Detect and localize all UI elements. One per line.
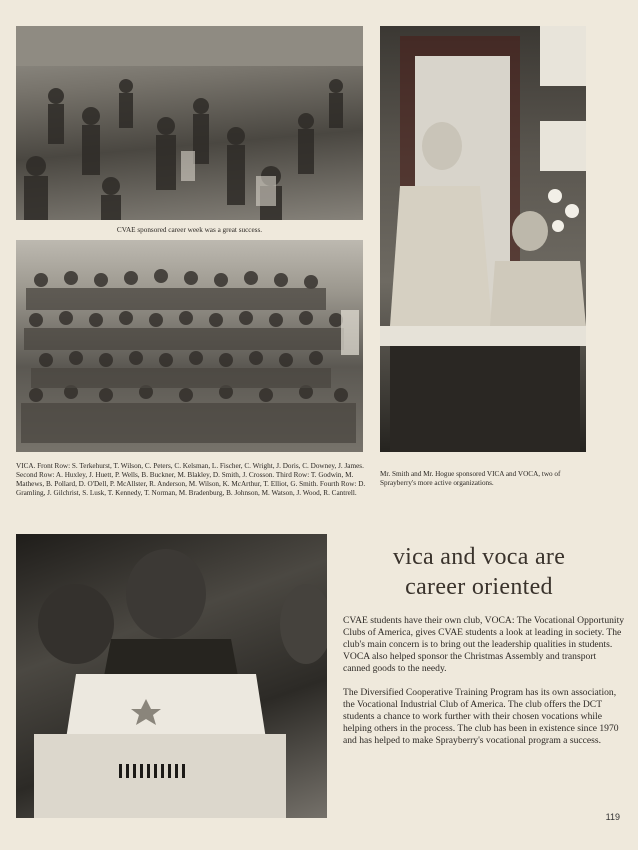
article-paragraph-1: CVAE students have their own club, VOCA: The Vocational Opportunity Clubs of America, gives CVAE students a look at leading in society. The club's main concern is to bring out the leadership qualities in students. VOCA also helped sponsor the Christmas Assembly and transport canned goods to the needy. (343, 615, 625, 674)
advisors-caption: Mr. Smith and Mr. Hogue sponsored VICA and VOCA, two of Sprayberry's more active organizations. (380, 470, 561, 487)
career-week-photo (16, 26, 363, 220)
advisors-photo (380, 26, 586, 452)
students-box-photo (16, 534, 327, 818)
page-number: 119 (605, 812, 620, 822)
headline-line-1: vica and voca are (392, 544, 566, 570)
vica-group-figures (16, 240, 363, 452)
vica-group-caption: VICA. Front Row: S. Terkehurst, T. Wilson, C. Peters, C. Kelsman, L. Fischer, C. Wright, J. Doris, C. Downey, J. James. Second Row: A. Huxley, J. Huett, P. Wells, B. Buckner, M. Blakley, D. Smith, J. Crosson. Third Row: T. Godwin, M. Mathews, B. Pollard, D. O'Dell, P. McAllster, R. Anderson, M. Wilson, K. McArthur, T. Elliot, G. Smith. Fourth Row: D. Gramling, J. Gilchrist, S. Lusk, T. Kennedy, T. Norman, M. Bradenburg, B. Johnson, M. Watson, J. Wood, R. Cantrell. (16, 462, 366, 497)
article-headline (340, 542, 618, 602)
headline-line-2: career oriented (405, 574, 553, 600)
advisors-figures (380, 26, 586, 452)
students-box-figures (16, 534, 327, 818)
article-paragraph-2: The Diversified Cooperative Training Program has its own association, the Vocational Industrial Club of America. The club offers the DCT students a chance to work further with their chosen vocations while helping others in the process. The club has been in existence since 1970 and has helped to make Sprayberry's vocational program a success. (343, 687, 619, 746)
vica-group-photo (16, 240, 363, 452)
career-week-caption: CVAE sponsored career week was a great success. (116, 226, 263, 234)
career-week-figures (16, 26, 363, 220)
